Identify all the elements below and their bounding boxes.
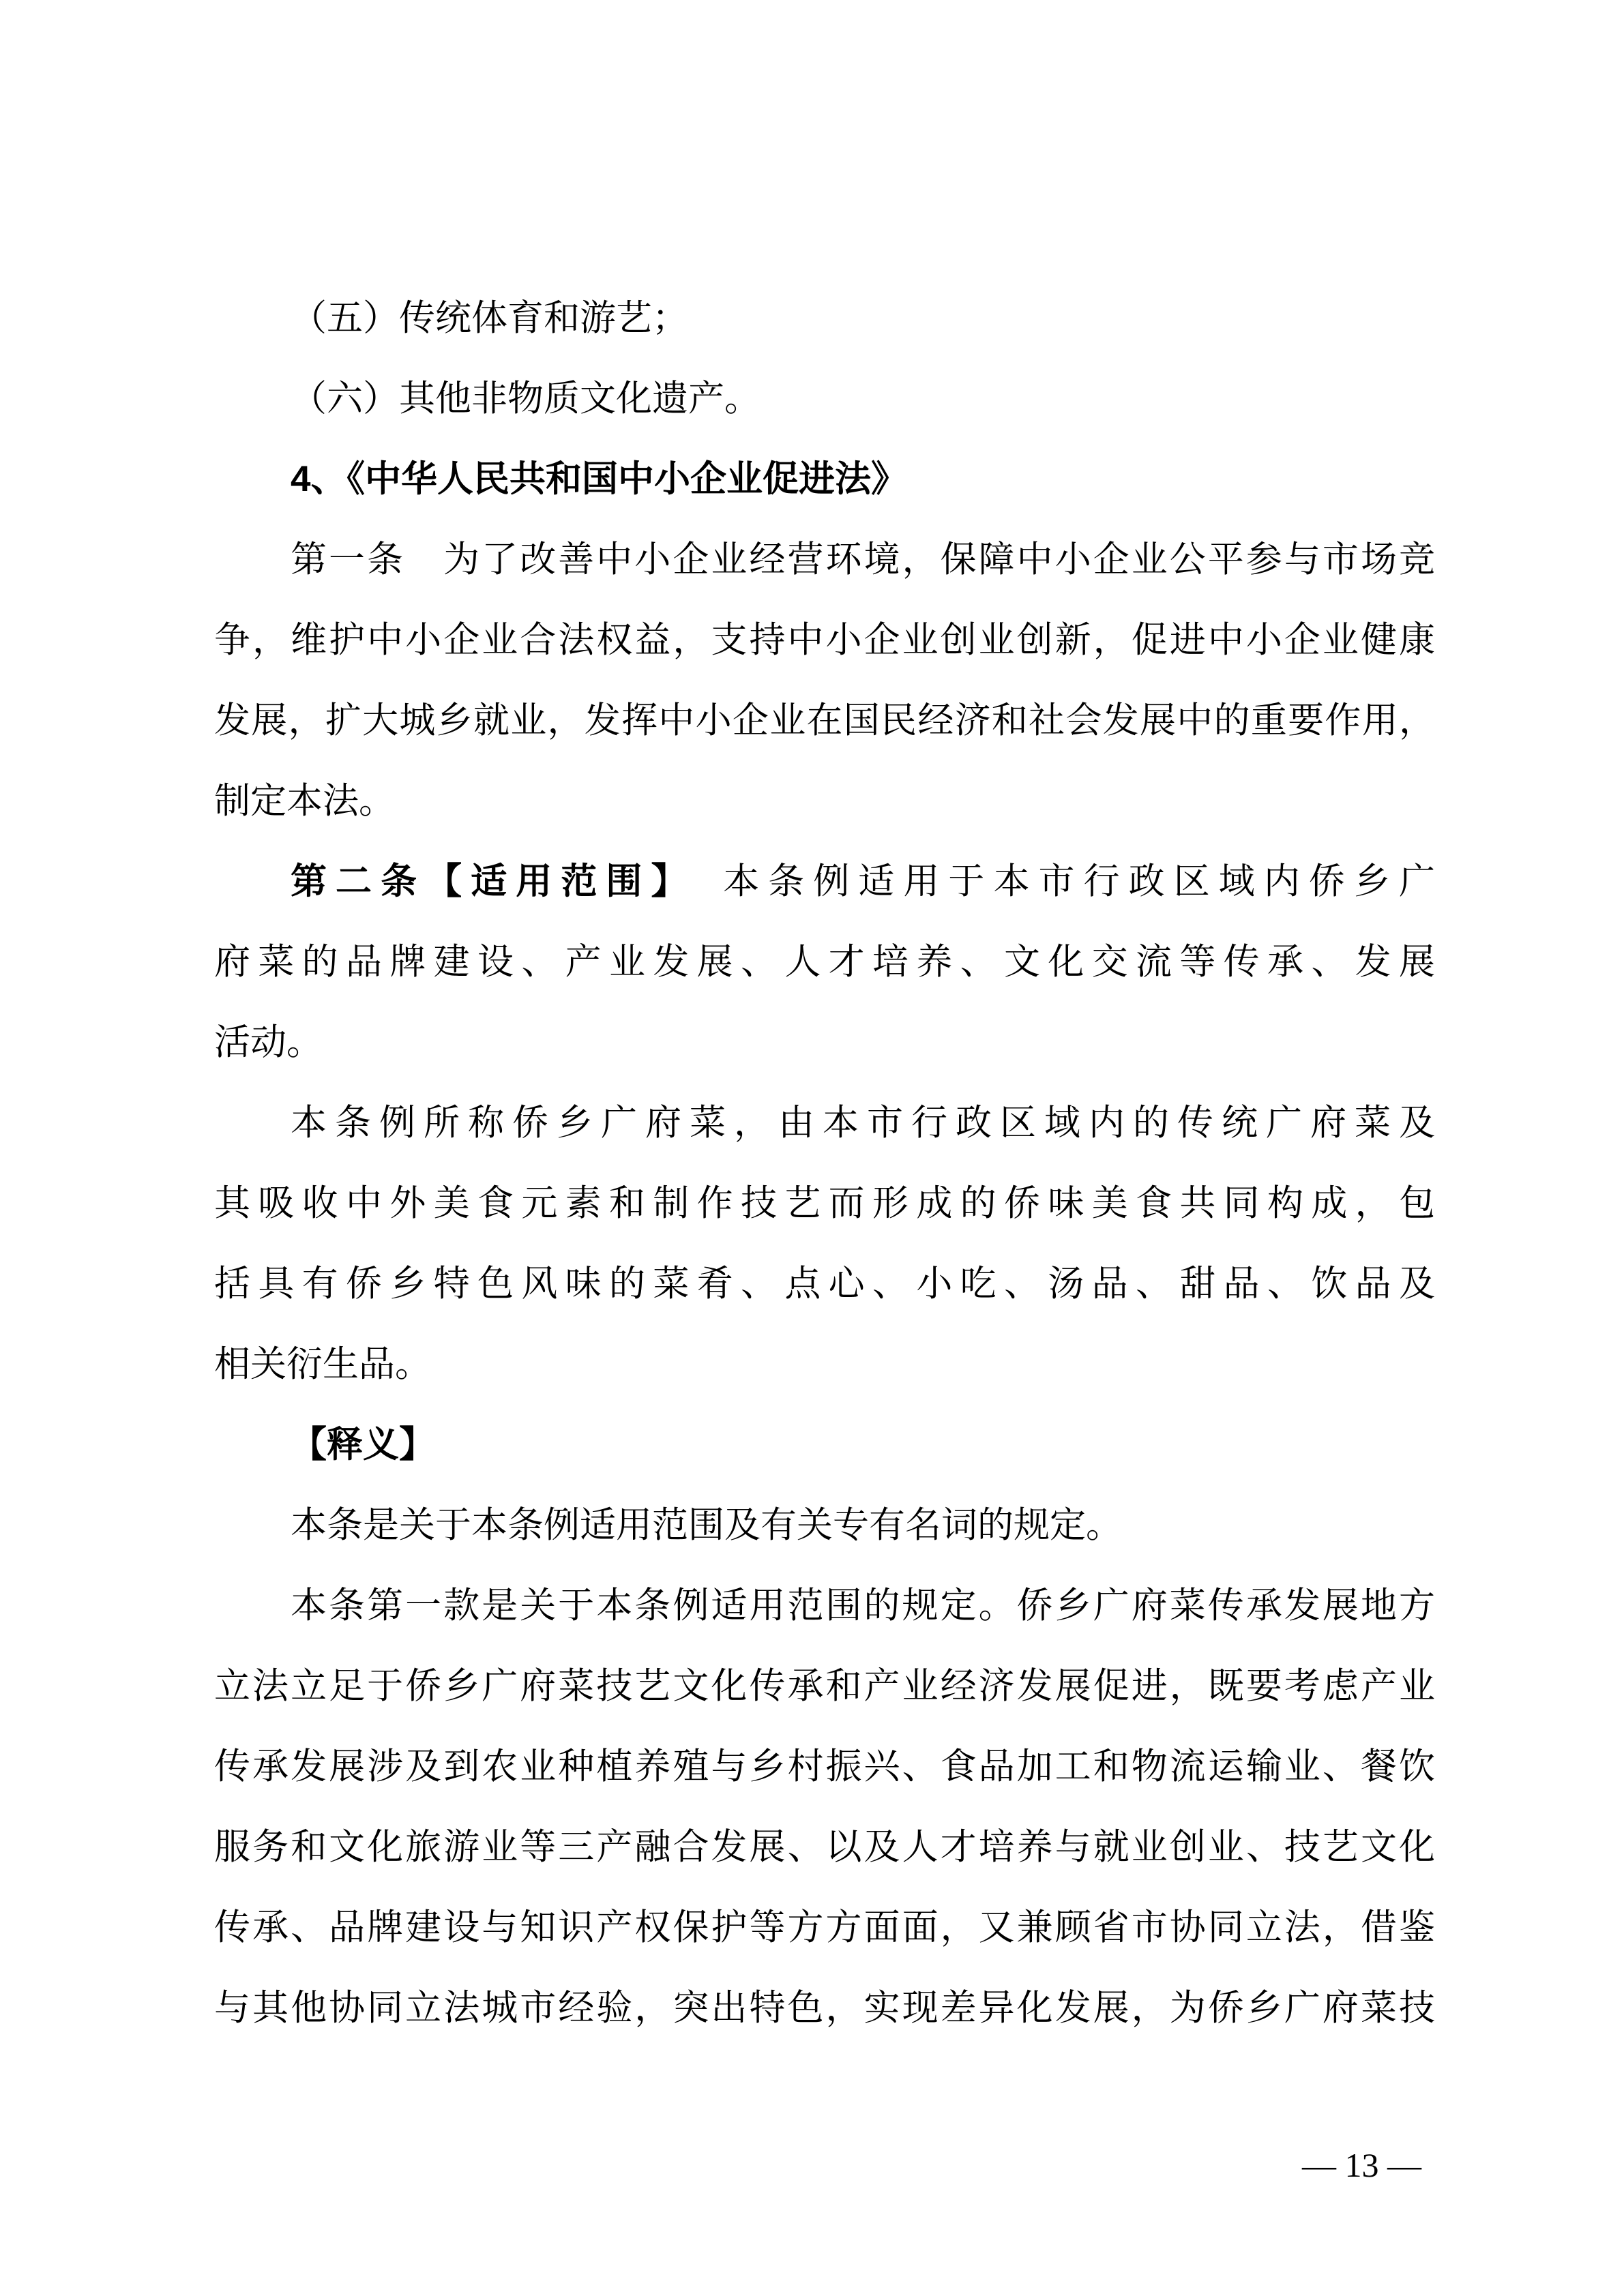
text-line-text: （五）传统体育和游艺； [291, 299, 688, 338]
heading-bold-text: 4、《中华人民共和国中小企业促进法》 [291, 459, 907, 499]
text-line-text: 相关衍生品。 [214, 1345, 431, 1384]
text-line-para2-l4 [214, 1324, 1435, 1405]
text-line-text: 传承发展涉及到农业种植养殖与乡村振兴、食品加工和物流运输业、餐饮 [214, 1747, 1435, 1787]
text-line-text: 其吸收中外美食元素和制作技艺而形成的侨味美食共同构成，包 [214, 1184, 1435, 1223]
text-line-text: （六）其他非物质文化遗产。 [291, 379, 761, 419]
text-line-para2-l3 [214, 1244, 1435, 1324]
text-line-text: 立法立足于侨乡广府菜技艺文化传承和产业经济发展促进，既要考虑产业 [214, 1667, 1435, 1706]
text-line-article2-l1 [214, 841, 1435, 922]
text-line-note-l1 [214, 1485, 1435, 1566]
text-line-text: 本条是关于本条例适用范围及有关专有名词的规定。 [291, 1506, 1122, 1545]
text-line-text: 传承、品牌建设与知识产权保护等方方面面，又兼顾省市协同立法，借鉴 [214, 1908, 1435, 1948]
text-line-note-l6 [214, 1888, 1435, 1968]
text-line-text: 本条例适用于本市行政区域内侨乡广 [678, 862, 1436, 901]
text-line-item-6 [214, 359, 1435, 439]
heading-interpretation [214, 1405, 1435, 1485]
text-line-note-l4 [214, 1727, 1435, 1807]
text-line-note-l2 [214, 1566, 1435, 1646]
document-body [214, 278, 1435, 2048]
text-line-text: 制定本法。 [214, 781, 395, 821]
text-line-article1-l3 [214, 681, 1435, 761]
text-line-text: 服务和文化旅游业等三产融合发展、以及人才培养与就业创业、技艺文化 [214, 1828, 1435, 1867]
text-line-text: 本条例所称侨乡广府菜，由本市行政区域内的传统广府菜及 [291, 1103, 1435, 1143]
text-line-article1-l1 [214, 520, 1435, 600]
heading-bold-text: 【释义】 [291, 1425, 435, 1465]
text-line-note-l5 [214, 1807, 1435, 1888]
text-line-note-l7 [214, 1968, 1435, 2048]
text-line-article2-l3 [214, 1002, 1435, 1083]
text-line-text: 争，维护中小企业合法权益，支持中小企业创业创新，促进中小企业健康 [214, 621, 1435, 660]
text-line-text: 括具有侨乡特色风味的菜肴、点心、小吃、汤品、甜品、饮品及 [214, 1264, 1435, 1304]
text-line-item-5 [214, 278, 1435, 359]
text-line-text: 府菜的品牌建设、产业发展、人才培养、文化交流等传承、发展 [214, 942, 1435, 982]
text-line-text: 本条第一款是关于本条例适用范围的规定。侨乡广府菜传承发展地方 [291, 1586, 1435, 1626]
text-line-text: 活动。 [214, 1023, 323, 1062]
text-line-article1-l4 [214, 761, 1435, 841]
text-line-text: 第一条 为了改善中小企业经营环境，保障中小企业公平参与市场竞 [291, 540, 1435, 580]
text-line-para2-l1 [214, 1083, 1435, 1163]
text-line-text: 发展，扩大城乡就业，发挥中小企业在国民经济和社会发展中的重要作用， [214, 701, 1435, 741]
article2-heading-bold: 第二条【适用范围】 [291, 861, 679, 901]
text-line-article2-l2 [214, 922, 1435, 1002]
page-number: — 13 — [1302, 2146, 1421, 2184]
text-line-article1-l2 [214, 600, 1435, 681]
heading-law-title [214, 439, 1435, 520]
text-line-para2-l2 [214, 1163, 1435, 1244]
text-line-text: 与其他协同立法城市经验，突出特色，实现差异化发展，为侨乡广府菜技 [214, 1988, 1435, 2028]
text-line-note-l3 [214, 1646, 1435, 1727]
